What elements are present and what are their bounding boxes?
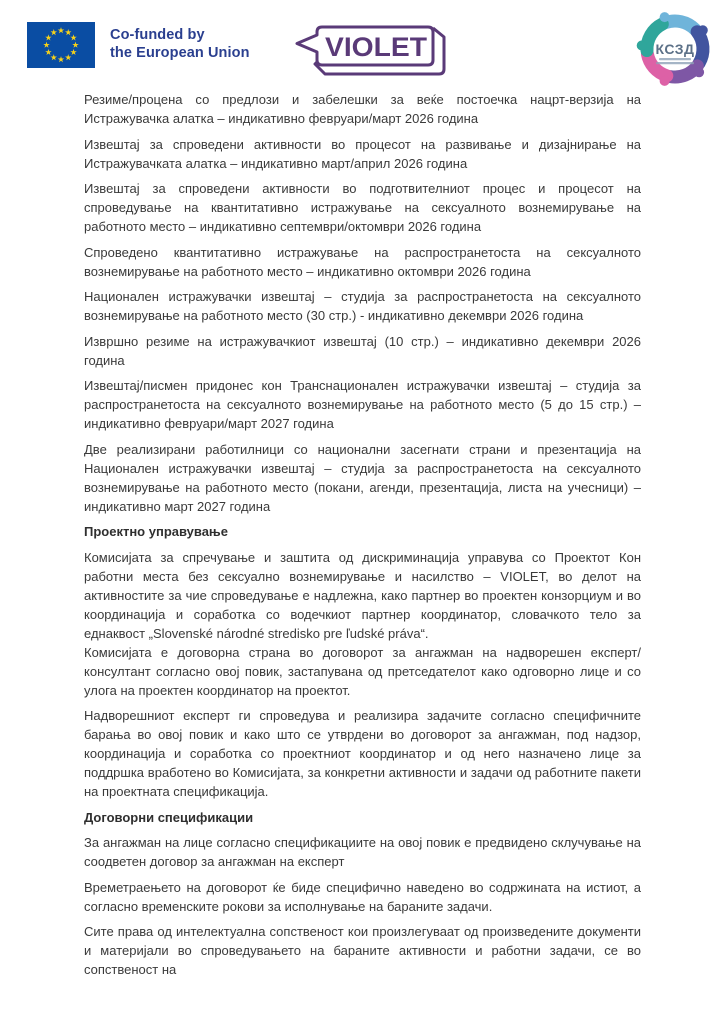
paragraph: Извештај/писмен придонес кон Транснационален истражувачки извештај – студија за распространетоста на сексуалното вознемирување на работното место (5 до 15 стр.) – индикативно февруари/март 2027 година bbox=[84, 378, 641, 431]
eu-cofunded-logo bbox=[27, 22, 250, 68]
eu-label-line2: the European Union bbox=[110, 45, 250, 61]
paragraph: Времетраењето на договорот ќе биде специфично наведено во содржината на истиот, а согласно временските рокови за исполнување на бараните задачи. bbox=[84, 879, 641, 914]
paragraph: Спроведено квантитативно истражување на распространетоста на сексуалното вознемирување на работното место – индикативно октомври 2026 година bbox=[84, 244, 641, 279]
paragraph: Сите права од интелектуална сопственост кои произлегуваат од произведените документи и материјали во спроведувањето на бараните активности и работни задачи, се во сопственост на bbox=[84, 924, 641, 977]
violet-logo-text: VIOLET bbox=[325, 32, 428, 62]
paragraph: Комисијата за спречување и заштита од дискриминација управува со Проектот Кон работни места без сексуално вознемирување и насилство – VIOLET, во делот на активностите за чие спроведување е надлежна, како партнер во проектен конзорциум и во координација и соработка со водечкиот партнер координатор, словачкото тело за еднаквост „Slovenské národné stredisko pre ľudské práva“. bbox=[84, 549, 641, 641]
kszd-acronym: КСЗД bbox=[655, 41, 695, 57]
page-header bbox=[0, 0, 724, 96]
eu-flag-icon bbox=[27, 22, 95, 68]
eu-cofunded-label bbox=[110, 27, 250, 62]
paragraph: За ангажман на лице согласно спецификациите на овој повик е предвидено склучување на соодветен договор за ангажман на експерт bbox=[84, 835, 641, 869]
violet-project-logo bbox=[292, 24, 458, 82]
section-heading: Договорни спецификации bbox=[84, 809, 254, 825]
paragraph: Комисијата е договорна страна во договорот за ангажман на надворешен експерт/консултант согласно овој повик, застапувана од претседателот како одговорно лице и со улога на проектен координатор на проектот. bbox=[84, 644, 641, 698]
paragraph: Надворешниот експерт ги спроведува и реализира задачите согласно специфичните барања во овој повик и како што се утврдени во договорот за ангажман, под надзор, координација и соработка со проектниот координатор и од него назначено лице за поддршка вработено во Комисијата, за конкретни активности и задачи од работните пакети на проектната спецификација. bbox=[84, 708, 641, 799]
document-body bbox=[84, 90, 641, 986]
kszd-commission-logo bbox=[633, 4, 717, 92]
eu-label-line1: Co-funded by bbox=[110, 27, 205, 44]
paragraph: Извршно резиме на истражувачкиот извештај (10 стр.) – индикативно декември 2026 година bbox=[84, 333, 641, 368]
paragraph: Национален истражувачки извештај – студија за распространетоста на сексуалното вознемирување на работното место (30 стр.) - индикативно декември 2026 година bbox=[84, 289, 641, 323]
paragraph: Извештај за спроведени активности во процесот на развивање и дизајнирање на Истражувачката алатка – индикативно март/април 2026 година bbox=[84, 136, 641, 171]
paragraph: Две реализирани работилници со национални засегнати страни и презентација на Национален истражувачки извештај – студија за распространетоста на сексуалното вознемирување на работното место (покани, агенди, презентација, листа на учесници) – индикативно март 2027 година bbox=[84, 441, 641, 514]
paragraph: Резиме/процена со предлози и забелешки за веќе постоечка нацрт-верзија на Истражувачка алатка – индикативно февруари/март 2026 година bbox=[84, 92, 641, 126]
paragraph: Извештај за спроведени активности во подготвителниот процес и процесот на спроведување на квантитативно истражување на сексуалното вознемирување на работното место – индикативно септември/октомври 2026 година bbox=[84, 181, 641, 234]
kszd-small-tagline bbox=[656, 58, 694, 64]
section-heading: Проектно управување bbox=[84, 524, 228, 539]
